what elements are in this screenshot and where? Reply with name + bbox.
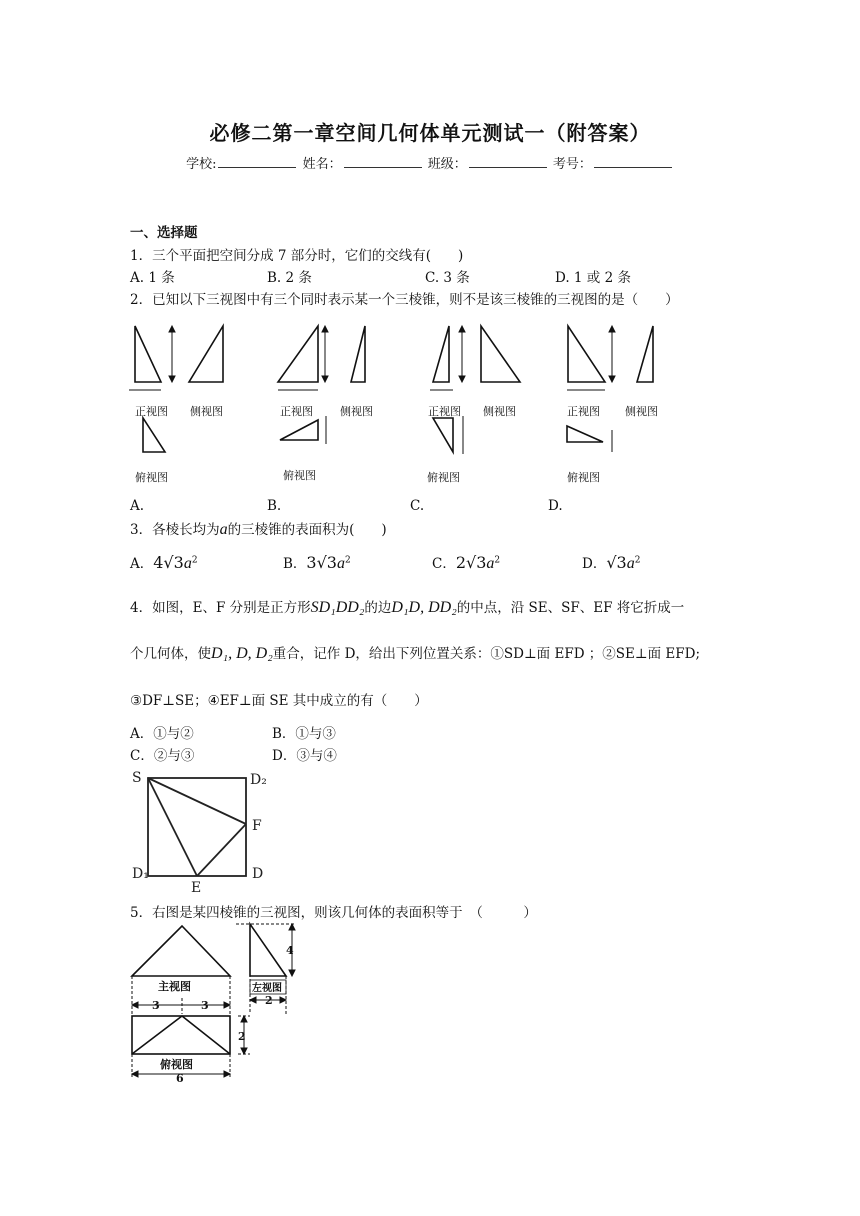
class-blank[interactable]	[469, 155, 547, 168]
q2a-front-view	[135, 326, 161, 382]
q1-option-c[interactable]: C. 3 条	[425, 270, 470, 286]
q4-line-3: ③DF⊥SE；④EF⊥面 SE 其中成立的有（ ）	[130, 693, 428, 709]
q4-square-figure	[128, 766, 278, 896]
page-title: 必修二第一章空间几何体单元测试一（附答案）	[209, 121, 651, 145]
school-blank[interactable]	[218, 155, 296, 168]
q2a-top-view	[143, 418, 165, 452]
q3-option-a[interactable]: A．$4√3a^2$	[130, 553, 198, 572]
q1-option-b[interactable]: B. 2 条	[267, 270, 312, 286]
q4-label-f: F	[252, 818, 262, 834]
q5-top-caption: 俯视图	[160, 1058, 193, 1071]
q1-option-d[interactable]: D. 1 或 2 条	[555, 270, 631, 286]
q4-option-d[interactable]: D．③与④	[272, 748, 337, 764]
q2a-front-caption: 正视图	[135, 405, 168, 418]
q4-option-b[interactable]: B．①与③	[272, 726, 336, 742]
q3-stem: 3．各棱长均为a的三棱锥的表面积为( )	[130, 521, 387, 538]
q3-option-b[interactable]: B．$3√3a^2$	[283, 553, 351, 572]
q2c-top-caption: 俯视图	[427, 471, 460, 484]
q5-three-views-figure	[126, 918, 306, 1083]
q2d-front-caption: 正视图	[567, 405, 600, 418]
q2-option-c[interactable]: C.	[410, 498, 425, 514]
q2c-front-caption: 正视图	[428, 405, 461, 418]
q5-dim-3a: 3	[152, 999, 160, 1012]
class-label: 班级：	[427, 157, 467, 172]
q5-stem: 5．右图是某四棱锥的三视图，则该几何体的表面积等于 （ ）	[130, 905, 537, 921]
q1-stem: 1．三个平面把空间分成 7 部分时，它们的交线有( )	[130, 248, 464, 264]
q4-label-d1: D₁	[132, 866, 149, 882]
q5-front-caption: 主视图	[158, 980, 191, 993]
q2d-top-caption: 俯视图	[567, 471, 600, 484]
q4-line-1: 4．如图，E、F 分别是正方形SD₁DD₂的边D₁D, DD₂的中点，沿 SE、SF、EF 将它折成一	[130, 599, 685, 616]
name-label: 姓名：	[302, 157, 342, 172]
q3-option-c[interactable]: C．$2√3a^2$	[432, 553, 501, 572]
q2a-top-caption: 俯视图	[135, 471, 168, 484]
q4-line-2: 个几何体，使D₁, D, D₂重合，记作 D，给出下列位置关系：①SD⊥面 EFD ；②SE⊥面 EFD;	[130, 645, 700, 662]
q4-label-d2: D₂	[250, 772, 267, 788]
q2-option-d[interactable]: D.	[548, 498, 563, 514]
q2c-side-view	[481, 326, 520, 382]
q2c-front-view	[433, 326, 449, 382]
q5-dim-2b: 2	[238, 1030, 246, 1043]
q2b-front-caption: 正视图	[280, 405, 313, 418]
q5-left-view	[250, 924, 286, 976]
q2d-front-view	[568, 326, 605, 382]
q2a-side-view	[189, 326, 223, 382]
q2d-top-view	[567, 426, 603, 442]
q5-front-view	[132, 926, 230, 976]
q2b-side-caption: 侧视图	[340, 405, 373, 418]
q3-option-d[interactable]: D．$√3a^2$	[582, 553, 641, 572]
q4-option-c[interactable]: C．②与③	[130, 748, 195, 764]
q1-option-a[interactable]: A. 1 条	[130, 270, 175, 286]
q5-dim-3b: 3	[201, 999, 209, 1012]
exam-no-label: 考号：	[552, 157, 592, 172]
q4-label-s: S	[132, 770, 142, 786]
q2a-side-caption: 侧视图	[190, 405, 223, 418]
q2-stem: 2．已知以下三视图中有三个同时表示某一个三棱锥，则不是该三棱锥的三视图的是（ ）	[130, 292, 679, 308]
section-heading: 一、选择题	[130, 225, 198, 241]
q5-left-caption: 左视图	[252, 983, 282, 994]
q2-option-b[interactable]: B.	[267, 498, 282, 514]
name-blank[interactable]	[344, 155, 422, 168]
q2d-side-view	[637, 326, 653, 382]
student-info-line	[0, 153, 860, 172]
q5-top-view	[132, 1016, 230, 1054]
q2b-top-caption: 俯视图	[283, 469, 316, 482]
school-label: 学校:	[186, 157, 217, 172]
q4-option-a[interactable]: A．①与②	[130, 726, 194, 742]
q2c-top-view	[433, 418, 453, 452]
q2b-front-view	[278, 326, 318, 382]
exam-no-blank[interactable]	[594, 155, 672, 168]
q5-dim-4: 4	[286, 944, 294, 957]
q5-dim-6: 6	[176, 1072, 184, 1083]
q2-option-a[interactable]: A.	[130, 498, 145, 514]
q2c-side-caption: 侧视图	[483, 405, 516, 418]
q2d-side-caption: 侧视图	[625, 405, 658, 418]
q2b-side-view	[351, 326, 365, 382]
q4-label-e: E	[191, 880, 202, 896]
q4-label-d: D	[252, 866, 264, 882]
q2b-top-view	[280, 420, 318, 440]
q5-dim-2a: 2	[265, 994, 273, 1007]
